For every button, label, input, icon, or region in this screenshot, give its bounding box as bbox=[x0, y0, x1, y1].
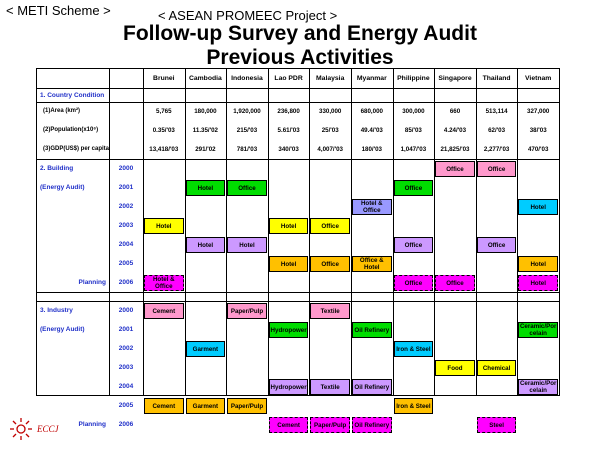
building-activity-cell: Hotel bbox=[269, 256, 309, 272]
year-label: 2004 bbox=[118, 241, 134, 248]
section-building-planning: Planning bbox=[78, 279, 106, 286]
section-industry-sub: (Energy Audit) bbox=[40, 326, 85, 333]
condition-value: 291/'02 bbox=[195, 146, 216, 153]
condition-value: 781/'03 bbox=[236, 146, 258, 153]
condition-row-label: (2)Population(x10⁶) bbox=[43, 127, 99, 133]
country-header: Brunei bbox=[153, 75, 175, 82]
page-title: Follow-up Survey and Energy Audit bbox=[123, 22, 477, 45]
section-building-sub: (Energy Audit) bbox=[40, 184, 85, 191]
building-activity-cell: Hotel bbox=[269, 218, 309, 234]
year-label: 2005 bbox=[118, 260, 134, 267]
condition-value: 4.24/'03 bbox=[443, 127, 467, 134]
eccj-logo-icon bbox=[8, 416, 38, 442]
grid-hline bbox=[37, 292, 559, 293]
building-activity-cell: Hotel bbox=[518, 199, 558, 215]
building-activity-cell: Hotel bbox=[227, 237, 267, 253]
asean-promeec-label: < ASEAN PROMEEC Project > bbox=[158, 8, 338, 23]
industry-activity-cell: Cement bbox=[144, 398, 184, 414]
year-label: 2006 bbox=[118, 421, 134, 428]
industry-activity-cell: Ceramic/Por celain bbox=[519, 323, 557, 337]
year-label: 2001 bbox=[118, 184, 134, 191]
condition-value: 25/'03 bbox=[321, 127, 339, 134]
condition-value: 660 bbox=[449, 108, 461, 115]
industry-activity-cell: Hydropower bbox=[269, 379, 309, 395]
building-activity-cell: Hotel bbox=[144, 218, 184, 234]
condition-value: 215/'03 bbox=[236, 127, 258, 134]
condition-value: 11.35/'02 bbox=[192, 127, 218, 134]
condition-value: 2,277/'03 bbox=[483, 146, 510, 153]
country-header: Vietnam bbox=[525, 75, 552, 82]
building-activity-cell: Office bbox=[227, 180, 267, 196]
section-country-condition: 1. Country Condition bbox=[40, 91, 105, 99]
condition-value: 5,765 bbox=[156, 108, 172, 115]
year-label: 2006 bbox=[118, 279, 134, 286]
industry-activity-cell: Cement bbox=[144, 303, 184, 319]
industry-activity-cell: Garment bbox=[186, 341, 226, 357]
section-building: 2. Building bbox=[40, 165, 74, 172]
condition-value: 327,000 bbox=[527, 108, 550, 115]
year-label: 2005 bbox=[118, 402, 134, 409]
industry-activity-cell: Food bbox=[435, 360, 475, 376]
industry-activity-cell: Oil Refinery bbox=[352, 322, 392, 338]
year-label: 2002 bbox=[118, 345, 134, 352]
condition-value: 513,114 bbox=[485, 108, 508, 115]
industry-activity-cell: Garment bbox=[186, 398, 226, 414]
country-header: Singapore bbox=[438, 75, 472, 82]
country-header: Cambodia bbox=[188, 75, 222, 82]
industry-activity-cell: Hydropower bbox=[269, 322, 309, 338]
building-activity-cell: Office bbox=[310, 218, 350, 234]
condition-value: 13,418/'03 bbox=[149, 146, 179, 153]
year-label: 2000 bbox=[118, 307, 134, 314]
building-activity-cell: Hotel bbox=[518, 275, 558, 291]
building-activity-cell: Hotel & Office bbox=[144, 275, 184, 291]
building-activity-cell: Office & Hotel bbox=[352, 256, 392, 272]
section-industry: 3. Industry bbox=[40, 307, 73, 314]
industry-activity-cell: Steel bbox=[477, 417, 517, 433]
condition-value: 4,007/'03 bbox=[317, 146, 343, 153]
condition-value: 21,825/'03 bbox=[440, 146, 470, 153]
country-header: Philippine bbox=[397, 75, 430, 82]
industry-activity-cell: Chemical bbox=[477, 360, 517, 376]
condition-value: 62/'03 bbox=[488, 127, 506, 134]
section-industry-planning: Planning bbox=[78, 421, 106, 428]
building-activity-cell: Hotel bbox=[518, 256, 558, 272]
country-header: Malaysia bbox=[316, 75, 345, 82]
industry-activity-cell: Ceramic/Por celain bbox=[519, 380, 557, 394]
condition-row-label: (1)Area (km²) bbox=[43, 108, 81, 114]
page-subtitle: Previous Activities bbox=[206, 46, 394, 69]
industry-activity-cell: Oil Refinery bbox=[352, 379, 392, 395]
industry-activity-cell: Oil Refinery bbox=[352, 417, 392, 433]
industry-activity-cell: Cement bbox=[269, 417, 309, 433]
year-label: 2003 bbox=[118, 222, 134, 229]
condition-value: 180/'03 bbox=[361, 146, 382, 153]
country-header: Lao PDR bbox=[274, 75, 303, 82]
year-label: 2003 bbox=[118, 364, 134, 371]
condition-value: 470/'03 bbox=[527, 146, 549, 153]
condition-value: 330,000 bbox=[319, 108, 342, 115]
industry-activity-cell: Textile bbox=[310, 379, 350, 395]
industry-activity-cell: Paper/Pulp bbox=[227, 303, 267, 319]
condition-value: 49.4/'03 bbox=[360, 127, 383, 134]
building-activity-cell: Hotel & Office bbox=[352, 199, 392, 215]
condition-value: 1,920,000 bbox=[233, 108, 261, 115]
year-label: 2004 bbox=[118, 383, 134, 390]
condition-value: 340/'03 bbox=[278, 146, 299, 153]
condition-value: 0.35/'03 bbox=[152, 127, 175, 134]
building-activity-cell: Office bbox=[310, 256, 350, 272]
year-label: 2000 bbox=[118, 165, 134, 172]
building-activity-cell: Hotel bbox=[186, 237, 226, 253]
eccj-logo-text: ECCJ bbox=[37, 424, 59, 434]
condition-value: 680,000 bbox=[360, 108, 383, 115]
industry-activity-cell: Paper/Pulp bbox=[227, 398, 267, 414]
industry-activity-cell: Textile bbox=[310, 303, 350, 319]
condition-value: 85/'03 bbox=[404, 127, 422, 134]
building-activity-cell: Office bbox=[435, 161, 475, 177]
building-activity-cell: Office bbox=[435, 275, 475, 291]
industry-activity-cell: Iron & Steel bbox=[394, 341, 434, 357]
condition-value: 1,047/'03 bbox=[400, 146, 427, 153]
building-activity-cell: Office bbox=[394, 237, 434, 253]
condition-value: 300,000 bbox=[402, 108, 425, 115]
country-header: Indonesia bbox=[231, 75, 263, 82]
year-label: 2001 bbox=[118, 326, 134, 333]
building-activity-cell: Office bbox=[477, 237, 517, 253]
country-header: Thailand bbox=[482, 75, 511, 82]
industry-activity-cell: Iron & Steel bbox=[394, 398, 434, 414]
condition-value: 5.61/'03 bbox=[277, 127, 300, 134]
condition-value: 38/'03 bbox=[529, 127, 547, 134]
condition-value: 180,000 bbox=[194, 108, 217, 115]
year-label: 2002 bbox=[118, 203, 134, 210]
condition-value: 236,800 bbox=[277, 108, 300, 115]
building-activity-cell: Office bbox=[394, 180, 434, 196]
industry-activity-cell: Paper/Pulp bbox=[310, 417, 350, 433]
country-header: Myanmar bbox=[356, 75, 387, 82]
building-activity-cell: Office bbox=[477, 161, 517, 177]
condition-row-label: (3)GDP(US$) per capita bbox=[43, 146, 110, 152]
building-activity-cell: Hotel bbox=[186, 180, 226, 196]
building-activity-cell: Office bbox=[394, 275, 434, 291]
meti-scheme-label: < METI Scheme > bbox=[6, 3, 111, 18]
